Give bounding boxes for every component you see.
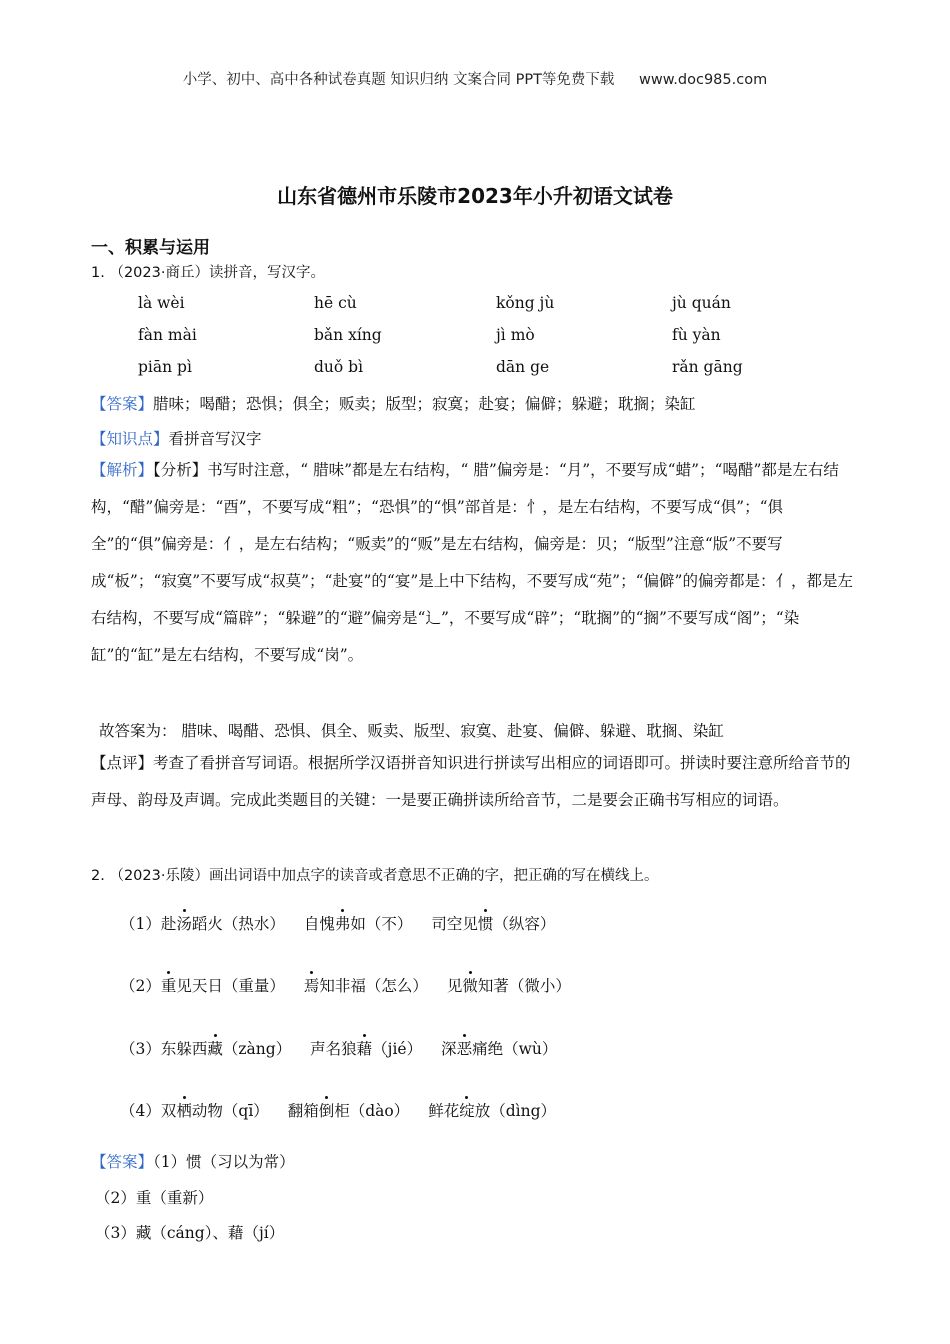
q2-item-3 xyxy=(120,1037,557,1059)
dotted-char: 恶 xyxy=(457,1037,473,1059)
pinyin-item: piān pì xyxy=(138,358,192,376)
q2-text: （zàng） xyxy=(222,1040,292,1058)
q2-text: 如（不） xyxy=(350,915,413,933)
dotted-char: 倒 xyxy=(319,1099,335,1121)
q2-answer: （2）重（重新） xyxy=(95,1189,214,1207)
q1-analysis xyxy=(91,452,861,674)
q2-text: 见天日（重量） xyxy=(176,977,285,995)
analysis-tag: 【解析】 xyxy=(91,461,154,479)
q2-text: 知著（微小） xyxy=(477,977,571,995)
pinyin-item: jù quán xyxy=(672,294,731,312)
pinyin-item: fàn mài xyxy=(138,326,197,344)
pinyin-item: là wèi xyxy=(138,294,185,312)
pinyin-item: hē cù xyxy=(314,294,357,312)
q1-comment: 【点评】考查了看拼音写词语。根据所学汉语拼音知识进行拼读写出相应的词语即可。拼读时要注意所给音节的声母、韵母及声调。完成此类题目的关键：一是要正确拼读所给音节，二是要会正确书写相应的词语。 xyxy=(91,754,851,809)
q2-text: 司空见 xyxy=(431,915,478,933)
q2-item-1 xyxy=(120,912,555,934)
q1-answer: 腊味；喝醋；恐惧；俱全；贩卖；版型；寂寞；赴宴；偏僻；躲避；耽搁；染缸 xyxy=(153,395,696,413)
section-heading: 一、积累与运用 xyxy=(91,238,210,258)
q2-text: 鲜花 xyxy=(428,1102,460,1120)
q2-text: （1）赴 xyxy=(120,915,177,933)
q2-text: 痛绝（wù） xyxy=(472,1040,558,1058)
dotted-char: 焉 xyxy=(304,974,320,996)
banner-url[interactable]: www.doc985.com xyxy=(639,72,768,88)
q1-answer-line xyxy=(91,392,696,414)
dotted-char: 弗 xyxy=(335,912,351,934)
q2-text: 声名狼 xyxy=(310,1040,357,1058)
dotted-char: 微 xyxy=(462,974,478,996)
dotted-char: 藉 xyxy=(357,1037,373,1059)
q1-knowledge: 看拼音写汉字 xyxy=(168,430,262,448)
q2-text: 知非福（怎么） xyxy=(319,977,428,995)
q2-text: 放（dìng） xyxy=(474,1102,557,1120)
dotted-char: 绽 xyxy=(459,1099,475,1121)
q2-text: 深 xyxy=(441,1040,457,1058)
dotted-char: 惯 xyxy=(478,912,494,934)
dotted-char: 栖 xyxy=(176,1099,192,1121)
pinyin-item: duǒ bì xyxy=(314,358,364,376)
q1-conclusion: 故答案为： 腊味、喝醋、恐惧、俱全、贩卖、版型、寂寞、赴宴、偏僻、躲避、耽搁、染缸 xyxy=(99,722,724,740)
q2-text: 见 xyxy=(446,977,463,995)
dotted-char: 重 xyxy=(161,974,177,996)
q2-answer: （3）藏（cáng）、藉（jí） xyxy=(95,1224,285,1242)
q2-text: （jié） xyxy=(372,1040,423,1058)
dotted-char: 汤 xyxy=(176,912,192,934)
pinyin-item: fù yàn xyxy=(672,326,721,344)
pinyin-item: kǒng jù xyxy=(496,294,555,312)
pinyin-item: bǎn xíng xyxy=(314,326,382,344)
q2-text: （4）双 xyxy=(120,1102,177,1120)
pinyin-item: rǎn gāng xyxy=(672,358,743,376)
q2-text: 自愧 xyxy=(303,915,335,933)
banner-text: 小学、初中、高中各种试卷真题 知识归纳 文案合同 PPT等免费下载 xyxy=(182,72,615,88)
question-1-stem: 1. （2023·商丘）读拼音，写汉字。 xyxy=(91,265,325,281)
q2-text: 蹈火（热水） xyxy=(191,915,285,933)
q2-text: （3）东躲西 xyxy=(120,1040,208,1058)
dotted-char: 藏 xyxy=(207,1037,223,1059)
q2-item-2 xyxy=(120,974,571,996)
q2-text: 柜（dào） xyxy=(334,1102,410,1120)
answer-tag: 【答案】 xyxy=(91,1153,154,1171)
q2-answer-line xyxy=(91,1150,295,1172)
page-title: 山东省德州市乐陵市2023年小升初语文试卷 xyxy=(277,184,673,208)
question-2-stem: 2. （2023·乐陵）画出词语中加点字的读音或者意思不正确的字，把正确的写在横线上。 xyxy=(91,868,659,884)
q2-text: （纵容） xyxy=(493,915,556,933)
knowledge-tag: 【知识点】 xyxy=(91,430,169,448)
q2-item-4 xyxy=(120,1099,556,1121)
answer-tag: 【答案】 xyxy=(91,395,154,413)
header-banner xyxy=(0,68,950,89)
pinyin-item: jì mò xyxy=(496,326,535,344)
pinyin-item: dān ge xyxy=(496,358,550,376)
q1-knowledge-line xyxy=(91,427,262,449)
q2-answer: （1）惯（习以为常） xyxy=(153,1153,295,1171)
q2-text: （2） xyxy=(120,977,161,995)
q2-text: 翻箱 xyxy=(287,1102,319,1120)
q2-text: 动物（qī） xyxy=(191,1102,269,1120)
q1-analysis-text: 【分析】书写时注意，“ 腊味”都是左右结构，“ 腊”偏旁是：“月”，不要写成“蜡”；“喝醋”都是左右结构，“醋”偏旁是：“酉”，不要写成“粗”；“恐惧”的“惧”部首是：忄，是左右结构，不要写成“俱”；“俱全”的“俱”偏旁是：亻，是左右结构；“贩卖”的“贩”是左右结构，偏旁是：贝；“版型”注意“版”不要写成“板”；“寂寞”不要写成“叔莫”；“赴宴”的“宴”是上中下结构，不要写成“苑”；“偏僻”的偏旁都是：亻，都是左右结构，不要写成“篇辟”；“躲避”的“避”偏旁是“辶”，不要写成“辟”；“耽搁”的“搁”不要写成“阁”；“染缸”的“缸”是左右结构，不要写成“岗”。 xyxy=(91,461,853,664)
